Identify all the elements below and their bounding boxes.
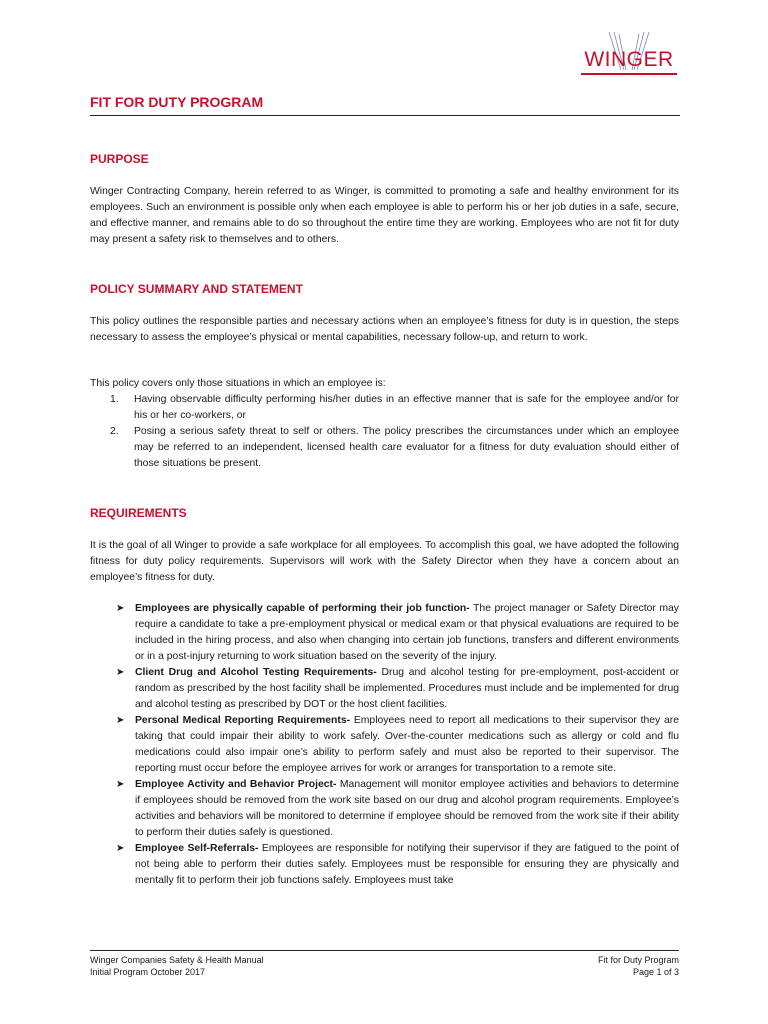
list-item-title: Personal Medical Reporting Requirements- xyxy=(135,715,351,726)
arrow-bullet-icon: ➤ xyxy=(116,603,125,614)
list-item-text: Employees need to report all medications to their supervisor they are taking that could impair their ability to work safely. Over-the-counter medications such as allergy or cold and flu medications could also impair one’s ability to perform safely and must also be reported to their supervisor. The reporting must occur before the employee arrives for work or arranges for transportation to a remote site. xyxy=(135,715,679,774)
list-item-text: The project manager or Safety Director may require a candidate to take a pre-employment physical or medical exam or that physical evaluations are required to be included in the hiring process, and also when changing into certain job functions, transfers and different environments or in a post-injury returning to work situation based on the severity of the injury. xyxy=(135,603,679,662)
list-item-text: Drug and alcohol testing for pre-employment, post-accident or random as prescribed by the host facility shall be implemented. Procedures must include and be implemented for drug and alcohol testing as prescribed by DOT or the host client facilities. xyxy=(135,667,679,710)
list-item-text: Employees are responsible for notifying their supervisor if they are fatigued to the point of not being able to perform their duties safely. Employees must be responsible for ensuring they are physically and mentally fit to perform their job functions safely. Employees must take xyxy=(135,843,679,886)
list-item xyxy=(90,777,679,841)
list-item-number: 1. xyxy=(110,394,119,405)
list-item-text: Posing a serious safety threat to self or others. The policy prescribes the circumstances under which an employee may be referred to an independent, licensed health care evaluator for a fitness for duty evaluation should either of those situations be present. xyxy=(134,426,679,469)
list-item-title: Client Drug and Alcohol Testing Requirements- xyxy=(135,667,377,678)
logo-underline xyxy=(581,73,677,75)
list-item xyxy=(90,665,679,713)
arrow-bullet-icon: ➤ xyxy=(116,843,125,854)
list-item-number: 2. xyxy=(110,426,119,437)
list-item-text: Management will monitor employee activities and behaviors to determine if employees should be removed from the work site based on our drug and alcohol program requirements. Employee’s activities and behaviors will be monitored to determine if employee should be removed from the work site if their ability to perform their duties safely is questioned. xyxy=(135,779,679,838)
requirements-list xyxy=(90,601,679,889)
winger-logo xyxy=(579,30,679,76)
footer-divider xyxy=(90,950,679,951)
list-item-title: Employee Activity and Behavior Project- xyxy=(135,779,337,790)
list-item-title: Employee Self-Referrals- xyxy=(135,843,259,854)
arrow-bullet-icon: ➤ xyxy=(116,715,125,726)
footer-right xyxy=(500,954,679,978)
arrow-bullet-icon: ➤ xyxy=(116,779,125,790)
list-item xyxy=(90,392,679,424)
footer-program-name: Fit for Duty Program xyxy=(597,955,679,965)
list-item xyxy=(90,601,679,665)
arrow-bullet-icon: ➤ xyxy=(116,667,125,678)
list-item-title: Employees are physically capable of performing their job function- xyxy=(135,603,470,614)
requirements-intro: It is the goal of all Winger to provide a safe workplace for all employees. To accomplish this goal, we have adopted the following fitness for duty policy requirements. Supervisors will work with the Safety Director when they have a concern about an employee’s fitness for duty. xyxy=(90,540,679,583)
logo-text: WINGER xyxy=(584,48,674,71)
footer-left xyxy=(90,954,264,978)
list-item xyxy=(90,424,679,472)
footer-manual-name: Winger Companies Safety & Health Manual xyxy=(90,955,264,965)
policy-numbered-list xyxy=(90,392,679,472)
list-item-text: Having observable difficulty performing his/her duties in an effective manner that is safe for the employee and/or for his or her co-workers, or xyxy=(134,394,679,421)
footer-page-number: Page 1 of 3 xyxy=(632,967,679,977)
footer-program-date: Initial Program October 2017 xyxy=(90,967,206,977)
policy-paragraph-1: This policy outlines the responsible parties and necessary actions when an employee’s fitness for duty is in question, the steps necessary to assess the employee’s physical or mental capabilities, necessary follow-up, and return to work. xyxy=(90,316,679,343)
policy-paragraph-2: This policy covers only those situations in which an employee is: xyxy=(90,378,386,389)
list-item xyxy=(90,713,679,777)
list-item xyxy=(90,841,679,889)
purpose-text: Winger Contracting Company, herein referred to as Winger, is committed to promoting a safe and healthy environment for its employees. Such an environment is possible only when each employee is able to perform his or her job duties in a safe, secure, and effective manner, and remains able to do so throughout the entire time they are working. Employees who are not fit for duty may present a safety risk to themselves and to others. xyxy=(90,186,679,245)
purpose-heading: PURPOSE xyxy=(90,152,149,166)
document-title: FIT FOR DUTY PROGRAM xyxy=(90,94,680,116)
policy-heading: POLICY SUMMARY AND STATEMENT xyxy=(90,282,303,296)
requirements-heading: REQUIREMENTS xyxy=(90,506,187,520)
